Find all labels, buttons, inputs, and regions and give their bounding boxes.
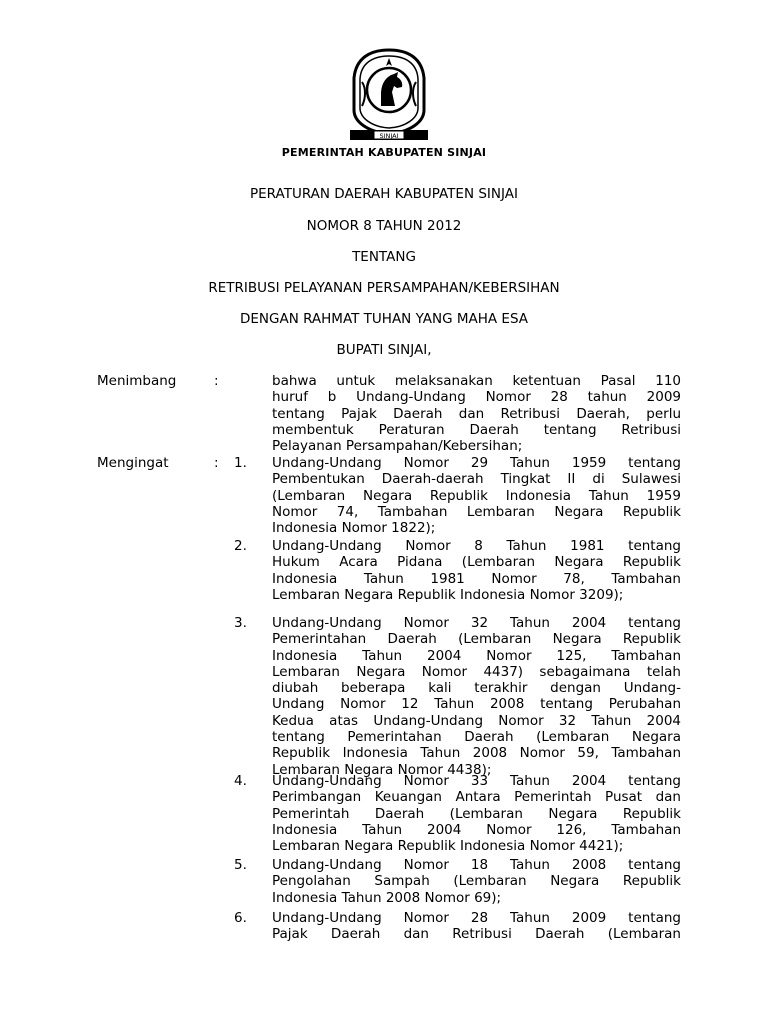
mengingat-colon: :	[214, 455, 219, 471]
text-line: Indonesia Tahun 2004 Nomor 126, Tambahan	[272, 821, 681, 838]
menimbang-text	[272, 373, 681, 454]
item-number: 4.	[234, 773, 247, 789]
item-number: 5.	[234, 857, 247, 873]
item-number: 3.	[234, 615, 247, 631]
text-line: Lembaran Negara Nomor 4438);	[272, 761, 492, 778]
text-line: tentang Pajak Daerah dan Retribusi Daerah, perlu	[272, 405, 681, 422]
text-line: Undang-Undang Nomor 29 Tahun 1959 tentang	[272, 455, 681, 471]
text-line: Pajak Daerah dan Retribusi Daerah (Lembaran	[272, 926, 681, 943]
text-line: Undang Nomor 12 Tahun 2008 tentang Perubahan	[272, 696, 681, 713]
text-line: Pembentukan Daerah-daerah Tingkat II di Sulawesi	[272, 471, 681, 488]
item-number: 6.	[234, 910, 247, 926]
text-line: Lembaran Negara Republik Indonesia Nomor 4421);	[272, 838, 624, 855]
mengingat-item-6	[272, 910, 681, 943]
text-line: Republik Indonesia Tahun 2008 Nomor 59, Tambahan	[272, 745, 681, 762]
mengingat-item-5	[272, 857, 681, 906]
text-line: Indonesia Nomor 1822);	[272, 520, 436, 537]
mengingat-item-1	[272, 455, 681, 536]
text-line: Pemerintahan Daerah (Lembaran Negara Republik	[272, 631, 681, 648]
emblem-ribbon-text: SINJAI	[379, 132, 399, 140]
menimbang-label: Menimbang	[97, 373, 177, 389]
item-number: 2.	[234, 538, 247, 554]
text-line: bahwa untuk melaksanakan ketentuan Pasal 110	[272, 373, 681, 389]
text-line: Undang-Undang Nomor 32 Tahun 2004 tentang	[272, 615, 681, 631]
mengingat-item-4	[272, 773, 681, 854]
regulation-title: PERATURAN DAERAH KABUPATEN SINJAI	[250, 186, 518, 202]
menimbang-colon: :	[214, 373, 219, 389]
text-line: tentang Pemerintahan Daerah (Lembaran Negara	[272, 729, 681, 746]
text-line: Indonesia Tahun 2004 Nomor 125, Tambahan	[272, 647, 681, 664]
regulation-about: TENTANG	[352, 249, 416, 265]
government-name: PEMERINTAH KABUPATEN SINJAI	[281, 146, 487, 159]
text-line: Lembaran Negara Nomor 4437) sebagaimana telah	[272, 663, 681, 680]
regulation-subject: RETRIBUSI PELAYANAN PERSAMPAHAN/KEBERSIHAN	[208, 280, 560, 296]
text-line: Perimbangan Keuangan Antara Pemerintah Pusat dan	[272, 789, 681, 806]
item-number: 1.	[234, 455, 247, 471]
text-line: Undang-Undang Nomor 18 Tahun 2008 tentang	[272, 857, 681, 873]
regulation-invocation: DENGAN RAHMAT TUHAN YANG MAHA ESA	[239, 311, 529, 327]
text-line: Undang-Undang Nomor 33 Tahun 2004 tentang	[272, 773, 681, 789]
text-line: (Lembaran Negara Republik Indonesia Tahun 1959	[272, 487, 681, 504]
text-line: Lembaran Negara Republik Indonesia Nomor 3209);	[272, 586, 624, 603]
regulation-issuer: BUPATI SINJAI,	[336, 342, 432, 358]
text-line: Pemerintah Daerah (Lembaran Negara Republik	[272, 805, 681, 822]
sinjai-emblem-logo	[348, 48, 430, 144]
text-line: Undang-Undang Nomor 8 Tahun 1981 tentang	[272, 538, 681, 554]
text-line: membentuk Peraturan Daerah tentang Retribusi	[272, 421, 681, 438]
text-line: Hukum Acara Pidana (Lembaran Negara Republik	[272, 554, 681, 571]
regulation-number: NOMOR 8 TAHUN 2012	[306, 218, 462, 234]
text-line: Indonesia Tahun 2008 Nomor 69);	[272, 889, 502, 906]
text-line: Undang-Undang Nomor 28 Tahun 2009 tentang	[272, 910, 681, 926]
text-line: Kedua atas Undang-Undang Nomor 32 Tahun 2004	[272, 712, 681, 729]
mengingat-item-2	[272, 538, 681, 603]
mengingat-item-3	[272, 615, 681, 778]
text-line: Pelayanan Persampahan/Kebersihan;	[272, 438, 523, 455]
mengingat-label: Mengingat	[97, 455, 169, 471]
text-line: Indonesia Tahun 1981 Nomor 78, Tambahan	[272, 570, 681, 587]
text-line: Pengolahan Sampah (Lembaran Negara Republik	[272, 873, 681, 890]
text-line: diubah beberapa kali terakhir dengan Undang-	[272, 680, 681, 697]
text-line: huruf b Undang-Undang Nomor 28 tahun 2009	[272, 389, 681, 406]
text-line: Nomor 74, Tambahan Lembaran Negara Republik	[272, 503, 681, 520]
